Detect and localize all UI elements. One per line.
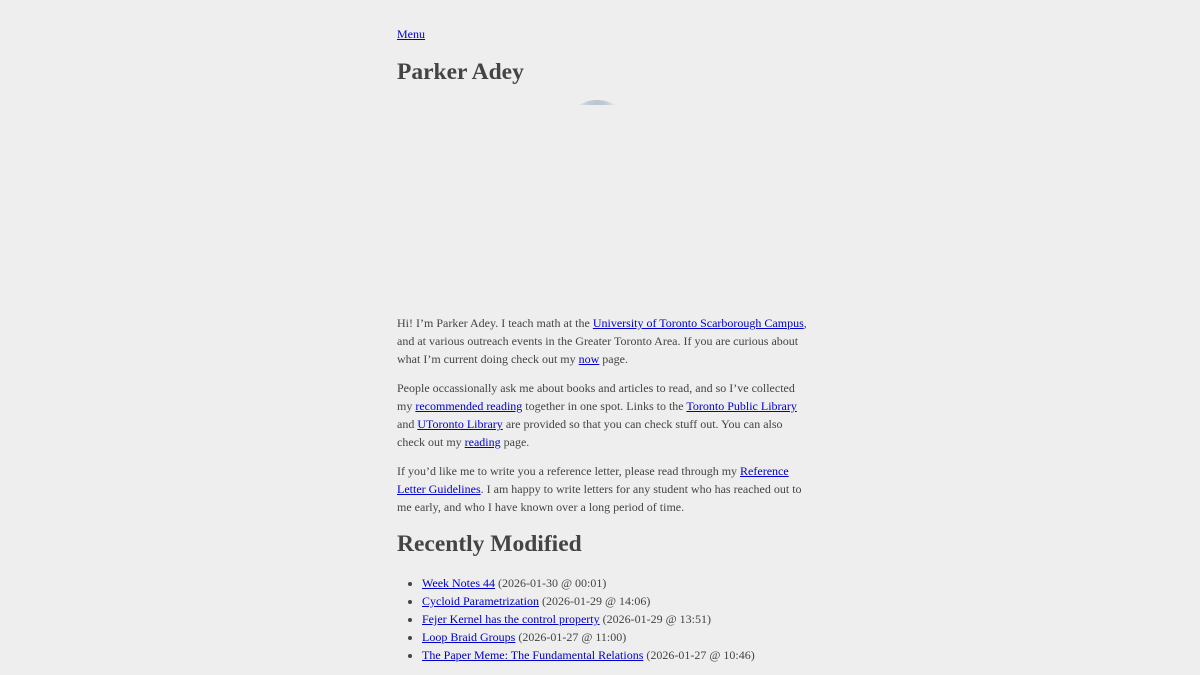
intro-text: page. — [599, 352, 628, 366]
now-link[interactable]: now — [578, 352, 600, 366]
reading-text: are provided so that you can check stuff out. You can also check out my — [397, 417, 783, 449]
avatar — [563, 100, 631, 168]
recent-item-link[interactable]: Loop Braid Groups — [422, 630, 516, 644]
recent-item-link[interactable]: Fejer Kernel has the control property — [422, 612, 600, 626]
intro-paragraph — [397, 314, 807, 368]
recent-item-link[interactable]: The Paper Meme: The Fundamental Relations — [422, 648, 644, 662]
reading-text: together in one spot. Links to the — [522, 399, 687, 413]
reading-link[interactable]: reading — [464, 435, 501, 449]
recent-item-link[interactable]: Cycloid Parametrization — [422, 594, 539, 608]
list-item — [422, 646, 755, 664]
reading-text: and — [397, 417, 418, 431]
recent-item-date: (2026-01-27 @ 11:00) — [515, 630, 627, 644]
recent-item-link[interactable]: Week Notes 44 — [422, 576, 496, 590]
list-item — [422, 592, 755, 610]
recent-list — [397, 574, 755, 664]
reference-guidelines-link[interactable]: Reference Letter Guidelines — [397, 464, 789, 496]
recent-item-date: (2026-01-27 @ 10:46) — [643, 648, 755, 662]
reading-text: People occassionally ask me about books and articles to read, and so I’ve collected my — [397, 381, 795, 413]
reading-paragraph — [397, 379, 807, 451]
utoronto-library-link[interactable]: UToronto Library — [417, 417, 503, 431]
page-title: Parker Adey — [397, 59, 524, 85]
recently-modified-heading: Recently Modified — [397, 531, 582, 557]
recent-item-date: (2026-01-29 @ 13:51) — [599, 612, 711, 626]
toronto-public-library-link[interactable]: Toronto Public Library — [686, 399, 797, 413]
list-item — [422, 610, 755, 628]
utsc-link[interactable]: University of Toronto Scarborough Campus — [592, 316, 804, 330]
reference-text: If you’d like me to write you a reference letter, please read through my — [397, 464, 741, 478]
recent-item-date: (2026-01-29 @ 14:06) — [538, 594, 651, 608]
intro-text: Hi! I’m Parker Adey. I teach math at the — [397, 316, 593, 330]
list-item — [422, 574, 755, 592]
menu-link[interactable]: Menu — [397, 27, 425, 41]
avatar-area — [397, 98, 807, 306]
recent-item-date: (2026-01-30 @ 00:01) — [495, 576, 607, 590]
list-item — [422, 628, 755, 646]
reference-text: . I am happy to write letters for any student who has reached out to me early, and who I have known over a long period of time. — [397, 482, 802, 514]
intro-text: , and at various outreach events in the Greater Toronto Area. If you are curious about what I’m current doing check out my — [397, 316, 807, 366]
reference-paragraph — [397, 462, 807, 516]
reading-text: page. — [500, 435, 530, 449]
recommended-reading-link[interactable]: recommended reading — [415, 399, 523, 413]
